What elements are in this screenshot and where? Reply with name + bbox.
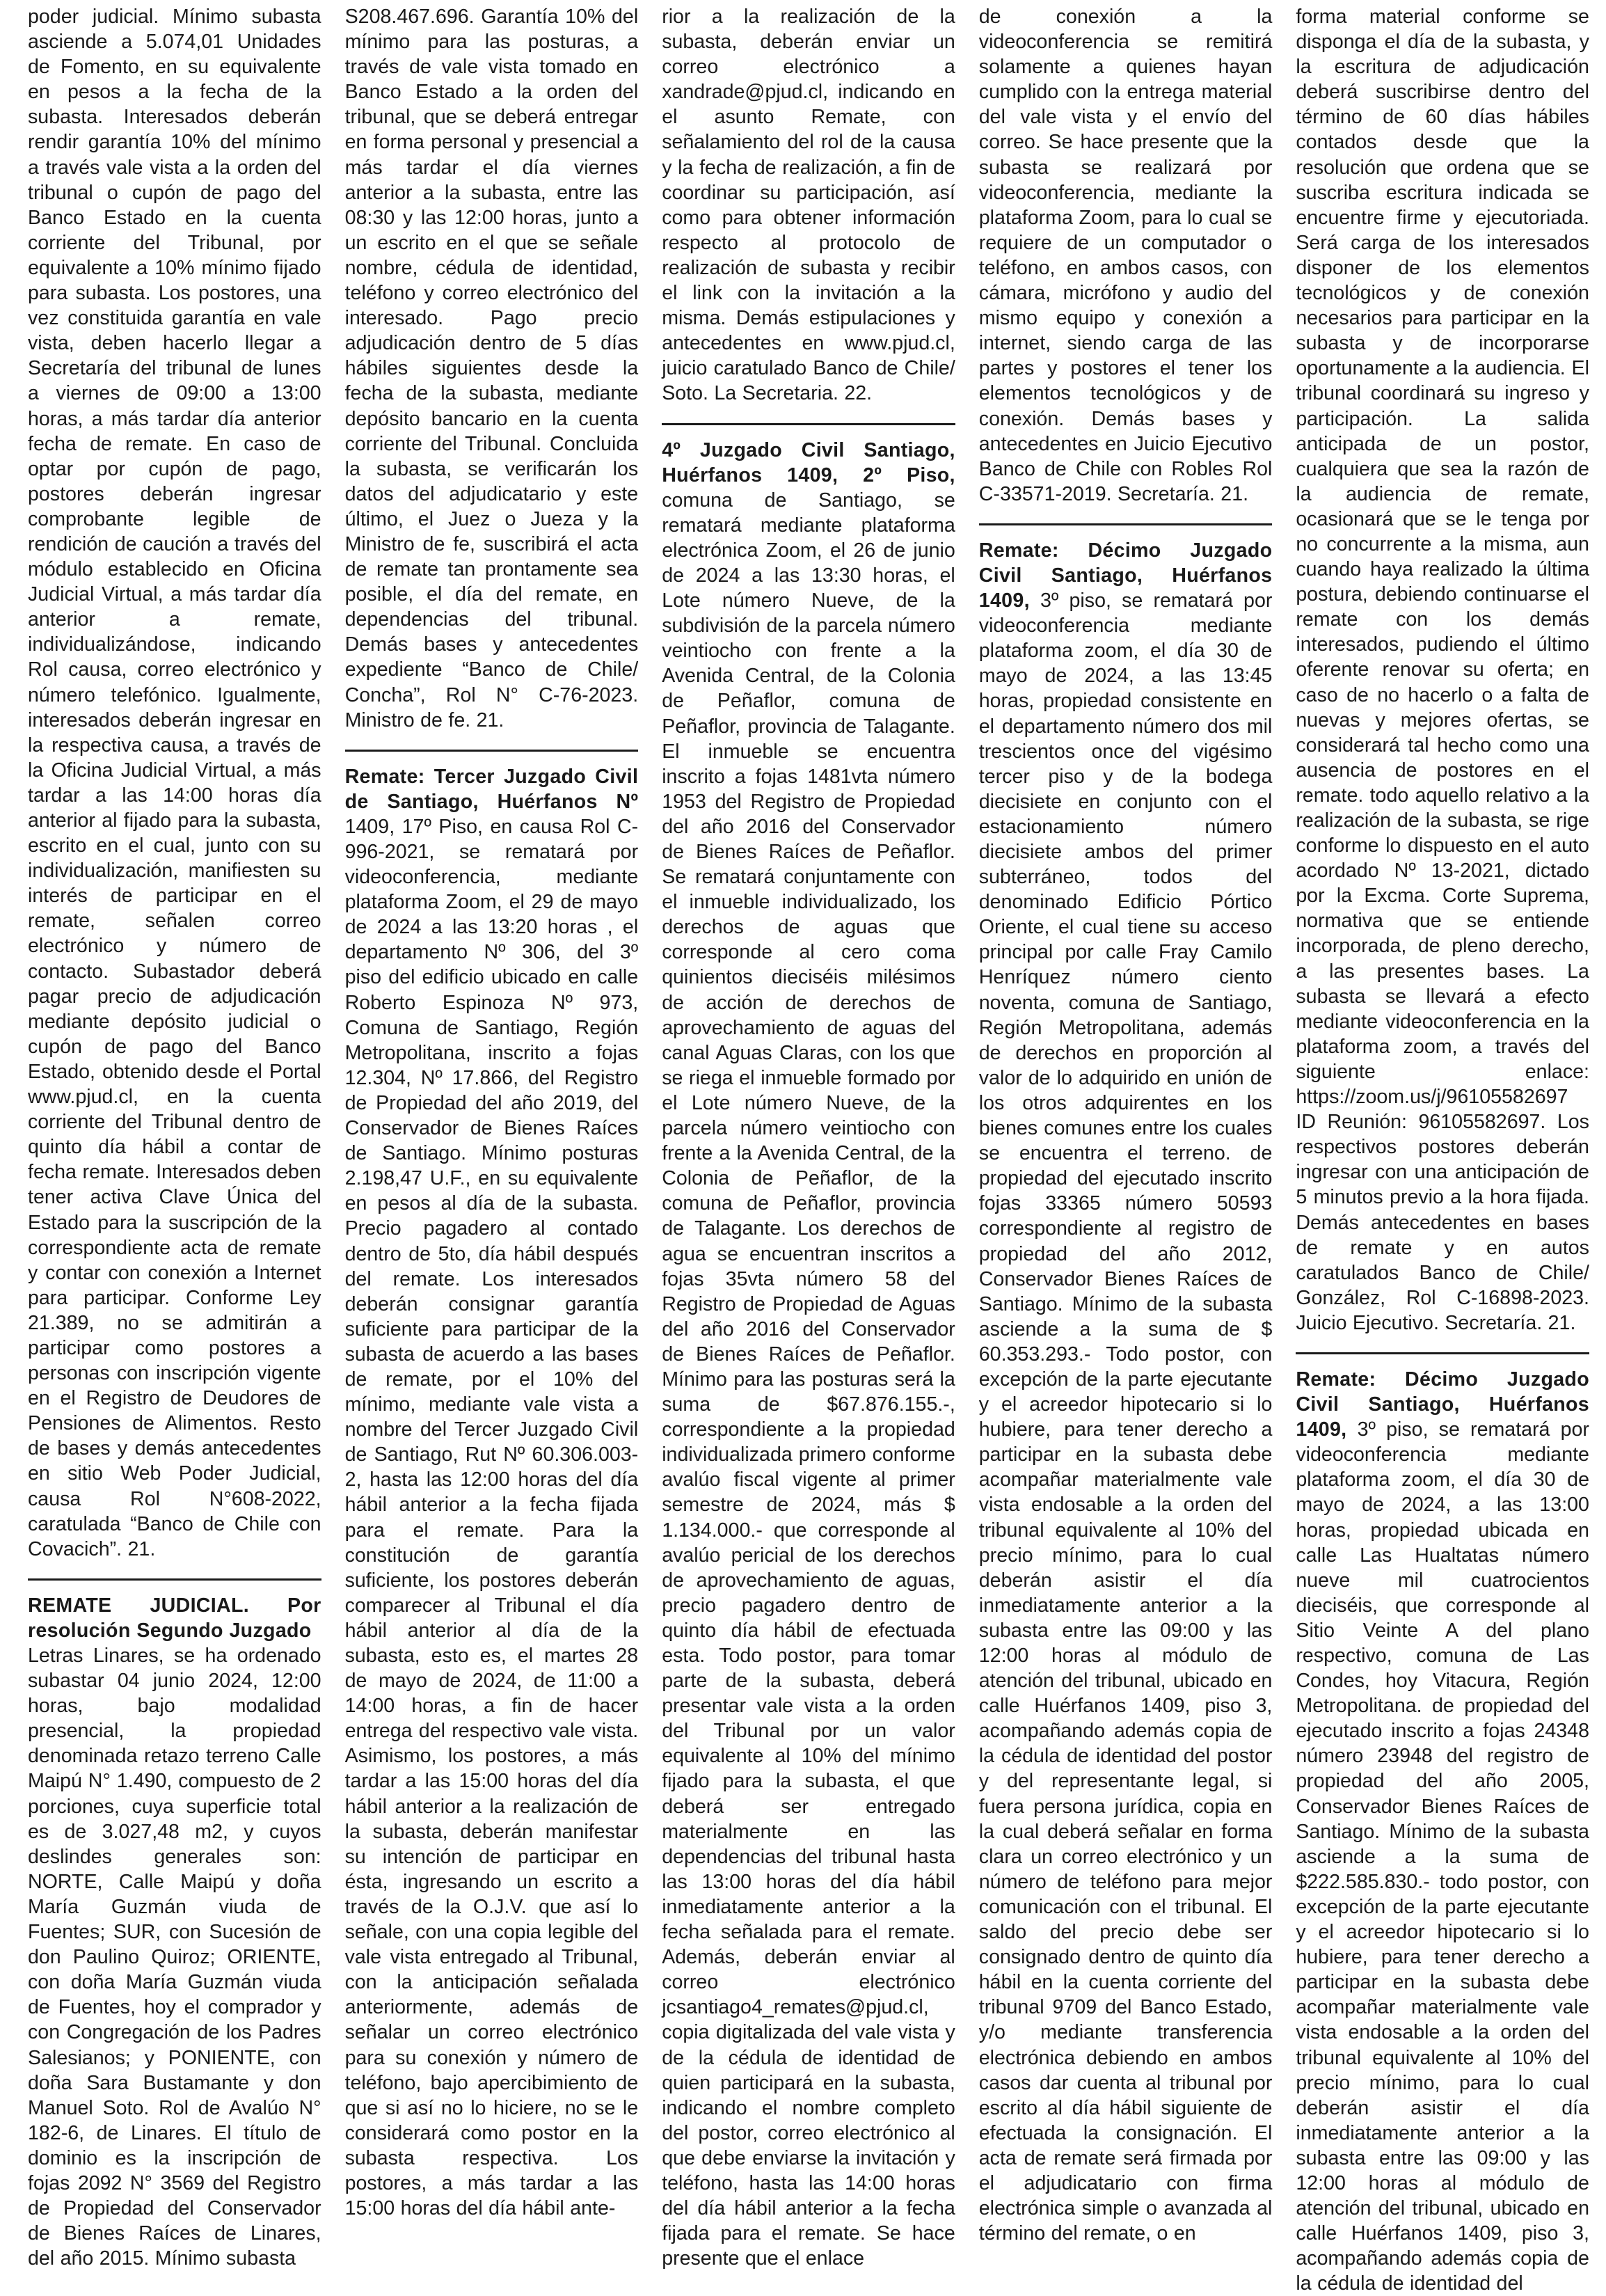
column-3 (662, 4, 955, 2270)
column-1 (28, 4, 321, 2270)
notice-divider (979, 523, 1273, 525)
notice-remate-judicial-linares (28, 1578, 321, 2272)
notice-body: S208.467.696. Garantía 10% del mínimo para las posturas, a través de vale vista tomado en Banco Estado a la orden del tribunal, que se deberá entregar en forma personal y presencial a más tardar el día viernes anterior a la subasta, entre las 08:30 y las 12:00 horas, junto a un escrito en el que se señale nombre, cédula de identidad, teléfono y correo electrónico del interesado. Pago precio adjudicación dentro de 5 días hábiles siguientes desde la fecha de la subasta, mediante depósito bancario en la cuenta corriente del Tribunal. Concluida la subasta, se verificarán los datos del adjudicatario y este último, el Juez o Jueza y la Ministro de fe, suscribirá el acta de remate tan prontamente sea posible, el día del remate, en dependencias del tribunal. Demás bases y antecedentes expediente “Banco de Chile/ Concha”, Rol N° C-76-2023. Ministro de fe. 21. (344, 6, 639, 731)
notice-continuation (979, 4, 1273, 507)
column-4 (978, 4, 1273, 2245)
notice-decimo-juzgado-1 (979, 523, 1273, 2246)
notice-decimo-juzgado-2 (1296, 1352, 1589, 2296)
notice-heading: Remate: Tercer Juzgado Civil de Santiago, Huérfanos Nº (344, 765, 639, 813)
notice-body: 3º piso, se rematará por videoconferencia mediante plataforma zoom, el día 30 de mayo de 2024, a las 13:00 horas, propiedad ubicada en calle Las Hualtatas número nueve mil cuatrocientos dieciséis, que corresponde al Sitio Veinte A del plano respectivo, comuna de Las Condes, hoy Vitacura, Región Metropolitana. de propiedad del ejecutado inscrito a fojas 24348 número 23948 del registro de propiedad del año 2005, Conservador Bienes Raíces de Santiago. Mínimo de la subasta asciende a la suma de $222.585.830.- todo postor, con excepción de la parte ejecutante y el acreedor hipotecario si lo hubiere, para tener derecho a participar en la subasta debe acompañar materialmente vale vista endosable a la orden del tribunal equivalente al 10% del precio mínimo, para lo cual deberán asistir el día inmediatamente anterior a la subasta entre las 09:00 y las 12:00 horas al módulo de atención del tribunal, ubicado en calle Huérfanos 1409, piso 3, acompañando además copia de la cédula de identidad del (1296, 1418, 1589, 2295)
notice-heading: Remate: Décimo Juzgado Civil Santiago, Huérfanos 1409, (978, 539, 1273, 612)
notice-continuation (28, 4, 321, 1562)
notice-body: Letras Linares, se ha ordenado subastar 04 junio 2024, 12:00 horas, bajo modalidad presencial, la propiedad denominada retazo terreno Calle Maipú N° 1.490, compuesto de 2 porciones, cuya superficie total es de 3.027,48 m2, y cuyos deslindes generales son: NORTE, Calle Maipú y doña María Guzmán viuda de Fuentes; SUR, con Sucesión de don Paulino Quiroz; ORIENTE, con doña María Guzmán viuda de Fuentes, hoy el comprador y con Congregación de los Padres Salesianos; y PONIENTE, con doña Sara Bustamante y don Manuel Soto. Rol de Avalúo N° 182-6, de Linares. El título de dominio es la inscripción de fojas 2092 N° 3569 del Registro de Propiedad del Conservador de Bienes Raíces de Linares, del año 2015. Mínimo subasta (28, 1645, 321, 2270)
notice-continuation (345, 4, 639, 733)
notice-cuarto-juzgado (662, 423, 955, 2272)
notice-body: 1409, 17º Piso, en causa Rol C-996-2021, se rematará por videoconferencia, mediante plataforma Zoom, el 29 de mayo de 2024 a las 13:20 horas , el departamento Nº 306, del 3º piso del edificio ubicado en calle Roberto Espinoza Nº 973, Comuna de Santiago, Región Metropolitana, inscrito a fojas 12.304, Nº 17.866, del Registro de Propiedad del año 2019, del Conservador de Bienes Raíces de Santiago. Mínimo posturas 2.198,47 U.F., en su equivalente en pesos al día de la subasta. Precio pagadero al contado dentro de 5to, día hábil después del remate. Los interesados deberán consignar garantía suficiente para participar de la subasta de acuerdo a las bases de remate, por el 10% del mínimo, mediante vale vista a nombre del Tercer Juzgado Civil de Santiago, Rut Nº 60.306.003-2, hasta las 12:00 horas del día hábil anterior a la fecha fijada para el remate. Para la constitución de garantía suficiente, los postores deberán comparecer al Tribunal el día hábil anterior al día de la subasta, esto es, el martes 28 de mayo de 2024, de 11:00 a 14:00 horas, a fin de hacer entrega del respectivo vale vista. Asimismo, los postores, a más tardar a las 15:00 horas del día hábil anterior a la realización de la subasta, deberán manifestar su intención de participar en ésta, ingresando un escrito a través de la O.J.V. que así lo señale, con una copia legible del vale vista entregado al Tribunal, con la anticipación señalada anteriormente, además de señalar un correo electrónico para su conexión y número de teléfono, bajo apercibimiento de que si así no lo hiciere, no se le considerará como postor en la subasta respectiva. Los postores, a más tardar a las 15:00 horas del día hábil ante- (344, 815, 639, 2220)
notice-divider (28, 1578, 321, 1581)
notice-continuation (1296, 4, 1589, 1336)
notice-tercer-juzgado (345, 750, 639, 2221)
notice-divider (662, 423, 955, 425)
notice-body: forma material conforme se disponga el día de la subasta, y la escritura de adjudicación deberá suscribirse dentro del término de 60 días hábiles contados desde que la resolución que ordena que se suscriba escritura indicada se encuentre firme y ejecutoriada. Será carga de los interesados disponer de los elementos tecnológicos y de conexión necesarios para participar en la subasta y de incorporarse oportunamente a la audiencia. El tribunal coordinará su ingreso y participación. La salida anticipada de un postor, cualquiera que sea la razón de la audiencia de remate, ocasionará que se le tenga por no concurrente a la misma, aun cuando haya realizado la última postura, debiendo continuarse el remate con los demás interesados, pudiendo el último oferente renovar su oferta; en caso de no hacerlo o a falta de nuevas y mejores ofertas, se considerará tal hecho como una ausencia de postores en el remate. todo aquello relativo a la realización de la subasta, se rige conforme lo dispuesto en el auto acordado Nº 13-2021, dictado por la Excma. Corte Suprema, normativa que se entiende incorporada, de pleno derecho, a las presentes bases. La subasta se llevará a efecto mediante videoconferencia en la plataforma zoom, a través del siguiente enlace: https://zoom.us/j/96105582697 ID Reunión: 96105582697. Los respectivos postores deberán ingresar con una anticipación de 5 minutos previo a la hora fijada. Demás antecedentes en bases de remate y en autos caratulados Banco de Chile/ González, Rol C-16898-2023. Juicio Ejecutivo. Secretaría. 21. (1296, 6, 1589, 1334)
notice-heading: Remate: Décimo Juzgado Civil Santiago, Huérfanos 1409, (1296, 1368, 1589, 1441)
notice-divider (345, 750, 639, 752)
notice-body: rior a la realización de la subasta, deberán enviar un correo electrónico a xandrade@pjud.cl, indicando en el asunto Remate, con señalamiento del rol de la causa y la fecha de realización, a fin de coordinar su participación, así como para obtener información respecto al protocolo de realización de subasta y recibir el link con la invitación a la misma. Demás estipulaciones y antecedentes en www.pjud.cl, juicio caratulado Banco de Chile/ Soto. La Secretaria. 22. (662, 6, 955, 405)
notice-continuation (662, 4, 955, 406)
notice-heading: 4º Juzgado Civil Santiago, Huérfanos 1409, 2º Piso, (662, 438, 955, 486)
notice-body: comuna de Santiago, se rematará mediante plataforma electrónica Zoom, el 26 de junio de 2024 a las 13:30 horas, el Lote número Nueve, de la subdivisión de la parcela número veintiocho con frente a la Avenida Central, de la Colonia de Peñaflor, comuna de Peñaflor, provincia de Talagante. El inmueble se encuentra inscrito a fojas 1481vta número 1953 del Registro de Propiedad del año 2016 del Conservador de Bienes Raíces de Peñaflor. Se rematará conjuntamente con el inmueble individualizado, los derechos de aguas que corresponde al cero coma quinientos dieciséis milésimos de acción de derechos de aprovechamiento de aguas del canal Aguas Claras, con los que se riega el inmueble formado por el Lote número Nueve, de la parcela número veintiocho con frente a la Avenida Central, de la Colonia de Peñaflor, de la comuna de Peñaflor, provincia de Talagante. Los derechos de agua se encuentran inscritos a fojas 35vta número 58 del Registro de Propiedad de Aguas del año 2016 del Conservador de Bienes Raíces de Peñaflor. Mínimo para las posturas será la suma de $67.876.155.-, correspondiente a la propiedad individualizada primero conforme avalúo fiscal vigente al primer semestre de 2024, más $ 1.134.000.- que corresponde al avalúo pericial de los derechos de aprovechamiento de aguas, precio pagadero dentro de quinto día hábil de efectuada esta. Todo postor, para tomar parte de la subasta, deberá presentar vale vista a la orden del Tribunal por un valor equivalente al 10% del mínimo fijado para la subasta, el que deberá ser entregado materialmente en las dependencias del tribunal hasta las 13:00 horas del día hábil inmediatamente anterior a la fecha señalada para el remate. Además, deberán enviar al correo electrónico jcsantiago4_remates@pjud.cl, copia digitalizada del vale vista y de la cédula de identidad de quien participará en la subasta, indicando el nombre completo del postor, correo electrónico al que debe enviarse la invitación y teléfono, hasta las 14:00 horas del día hábil anterior a la fecha fijada para el remate. Se hace presente que el enlace (662, 489, 955, 2270)
notice-body: 3º piso, se rematará por videoconferencia mediante plataforma zoom, el día 30 de mayo de 2024, a las 13:45 horas, propiedad consistente en el departamento número dos mil trescientos once del vigésimo tercer piso y de la bodega diecisiete en conjunto con el estacionamiento número diecisiete ambos del primer subterráneo, todos del denominado Edificio Pórtico Oriente, el cual tiene su acceso principal por calle Fray Camilo Henríquez número ciento noventa, comuna de Santiago, Región Metropolitana, además de derechos en proporción al valor de lo adquirido en unión de los otros adquirentes en los bienes comunes entre los cuales se encuentra el terreno. de propiedad del ejecutado inscrito fojas 33365 número 50593 correspondiente al registro de propiedad del año 2012, Conservador Bienes Raíces de Santiago. Mínimo de la subasta asciende a la suma de $ 60.353.293.- Todo postor, con excepción de la parte ejecutante y el acreedor hipotecario si lo hubiere, para tener derecho a participar en la subasta debe acompañar materialmente vale vista endosable a la orden del tribunal equivalente al 10% del precio mínimo, para lo cual deberán asistir el día inmediatamente anterior a la subasta entre las 09:00 y las 12:00 horas al módulo de atención del tribunal, ubicado en calle Huérfanos 1409, piso 3, acompañando además copia de la cédula de identidad del postor y del representante legal, si fuera persona jurídica, copia en la cual deberá señalar en forma clara un correo electrónico y un número de teléfono para mejor comunicación con el tribunal. El saldo del precio debe ser consignado dentro de quinto día hábil en la cuenta corriente del tribunal 9709 del Banco Estado, y/o mediante transferencia electrónica debiendo en ambos casos dar cuenta al tribunal por escrito al día hábil siguiente de efectuada la consignación. El acta de remate será firmada por el adjudicatario con firma electrónica simple o avanzada al término del remate, o en (978, 589, 1273, 2245)
column-2 (345, 4, 639, 2240)
notice-divider (1296, 1352, 1589, 1354)
notice-heading: REMATE JUDICIAL. Por resolución Segundo Juzgado (28, 1594, 321, 1642)
column-5 (1296, 4, 1589, 2295)
notice-body: de conexión a la videoconferencia se remitirá solamente a quienes hayan cumplido con la entrega material del vale vista y el envío del correo. Se hace presente que la subasta se realizará por videoconferencia, mediante la plataforma Zoom, para lo cual se requiere de un computador o teléfono, en ambos casos, con cámara, micrófono y audio del mismo equipo y conexión a internet, siendo carga de las partes y postores el tener los elementos tecnológicos y de conexión. Demás bases y antecedentes en Juicio Ejecutivo Banco de Chile con Robles Rol C-33571-2019. Secretaría. 21. (978, 6, 1273, 505)
notice-body: poder judicial. Mínimo subasta asciende a 5.074,01 Unidades de Fomento, en su equivalente en pesos a la fecha de la subasta. Interesados deberán rendir garantía 10% del mínimo a través vale vista a la orden del tribunal o cupón de pago del Banco Estado en la cuenta corriente del Tribunal, por equivalente a 10% mínimo fijado para subasta. Los postores, una vez constituida garantía en vale vista, deben hacerlo llegar a Secretaría del tribunal de lunes a viernes de 09:00 a 13:00 horas, a más tardar día anterior fecha de remate. En caso de optar por cupón de pago, postores deberán ingresar comprobante legible de rendición de caución a través del módulo establecido en Oficina Judicial Virtual, a más tardar día anterior a remate, individualizándose, indicando Rol causa, correo electrónico y número telefónico. Igualmente, interesados deberán ingresar en la respectiva causa, a través de la Oficina Judicial Virtual, a más tardar a las 14:00 horas día anterior al fijado para la subasta, escrito en el cual, junto con su individualización, manifiesten su interés de participar en el remate, señalen correo electrónico y número de contacto. Subastador deberá pagar precio de adjudicación mediante depósito judicial o cupón de pago del Banco Estado, obtenido desde el Portal www.pjud.cl, en la cuenta corriente del Tribunal dentro de quinto día hábil a contar de fecha remate. Interesados deben tener activa Clave Única del Estado para la suscripción de la correspondiente acta de remate y contar con conexión a Internet para participar. Conforme Ley 21.389, no se admitirán a participar como postores a personas con inscripción vigente en el Registro de Deudores de Pensiones de Alimentos. Resto de bases y demás antecedentes en sitio Web Poder Judicial, causa Rol N°608-2022, caratulada “Banco de Chile con Covacich”. 21. (28, 6, 321, 1560)
